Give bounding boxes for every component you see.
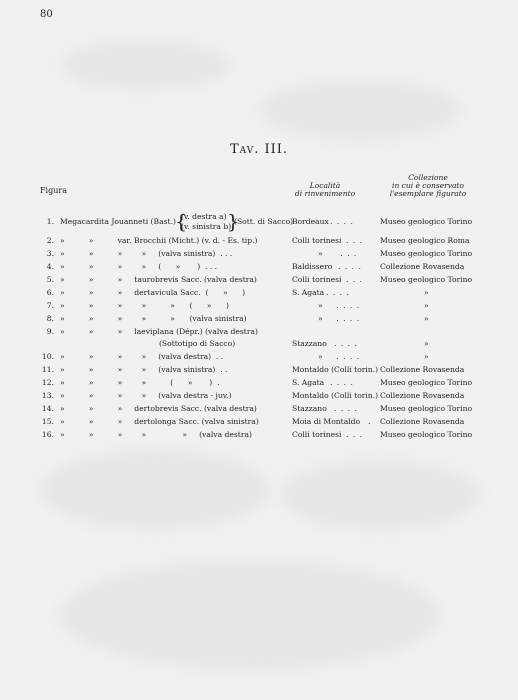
valve-b: (v. sinistra b) — [181, 222, 232, 231]
table-row — [0, 288, 518, 300]
header-collezione — [372, 174, 484, 198]
figure-number: 15. — [41, 417, 54, 426]
locality-dots: . . . . — [326, 301, 361, 310]
locality-dots: . . . . — [326, 314, 361, 323]
locality: Montaldo (Colli torin.) — [292, 365, 379, 374]
species-name: » » » » ( » ) . — [60, 378, 220, 387]
species-name: » » » » » (valva sinistra) — [60, 314, 247, 323]
plate-title: Tav. III. — [229, 142, 289, 157]
valve-a: (v. destra a) — [181, 212, 227, 221]
header-localita-line2: di rinvenimento — [294, 189, 356, 198]
figure-number: 13. — [41, 391, 54, 400]
locality: » — [318, 249, 323, 258]
species-name: » » » dertavicula Sacc. ( » ) — [60, 288, 246, 297]
locality-dots: . . . — [346, 275, 364, 284]
locality: » — [318, 352, 323, 361]
collection: Museo geologico Roma — [380, 236, 470, 245]
collection: Collezione Rovasenda — [380, 365, 465, 374]
locality: Colli torinesi — [292, 430, 342, 439]
species-name: » » » » » ( » ) — [60, 301, 229, 310]
collection: » — [424, 288, 429, 297]
collection: Museo geologico Torino — [380, 249, 473, 258]
table-row — [0, 327, 518, 339]
collection: Museo geologico Torino — [380, 217, 473, 226]
locality: Baldissero — [292, 262, 333, 271]
locality: » — [318, 314, 323, 323]
locality-dots: . . . . — [334, 339, 358, 348]
paper-stain — [60, 560, 440, 670]
figure-number: 9. — [46, 327, 54, 336]
header-localita-line1: Località — [309, 181, 341, 190]
paper-stain — [40, 450, 270, 530]
locality: Stazzano — [292, 404, 327, 413]
right-brace: } — [227, 211, 240, 233]
species-name: (Sottotipo di Sacco) — [60, 339, 236, 348]
figure-number: 6. — [46, 288, 54, 297]
header-collezione-line3: l'esemplare figurato — [389, 189, 467, 198]
table-row — [0, 378, 518, 390]
figure-number: 5. — [46, 275, 54, 284]
table-row — [0, 236, 518, 248]
paper-stain — [280, 460, 480, 530]
locality: S. Agata — [292, 288, 325, 297]
table-row — [0, 262, 518, 274]
collection: » — [424, 301, 429, 310]
paper-stain — [60, 40, 230, 90]
page-number: 80 — [40, 9, 53, 20]
table-row — [0, 314, 518, 326]
table-row — [0, 391, 518, 403]
locality: S. Agata — [292, 378, 325, 387]
author-note: (Sott. di Sacco) — [234, 217, 294, 226]
species-name: » » » laeviplana (Dépr.) (valva destra) — [60, 327, 258, 336]
table-row — [0, 213, 518, 235]
species-name: » » » » (valva sinistra) . . . — [60, 249, 233, 258]
locality-dots: . . . — [346, 236, 364, 245]
figure-number: 4. — [46, 262, 54, 271]
header-collezione-line1: Collezione — [408, 173, 448, 182]
table-row — [0, 404, 518, 416]
header-figura: Figura — [40, 186, 67, 195]
collection: » — [424, 314, 429, 323]
header-localita — [280, 182, 370, 198]
locality-dots: . . . — [346, 430, 364, 439]
collection: Collezione Rovasenda — [380, 262, 465, 271]
species-name: » » var. Brocchii (Micht.) (v. d. - Es. tip.) — [60, 236, 258, 245]
locality-dots: . . . . — [330, 217, 354, 226]
table-row — [0, 275, 518, 287]
locality: Montaldo (Colli torin.) — [292, 391, 379, 400]
collection: » — [424, 339, 429, 348]
locality-dots: . . . . — [338, 262, 362, 271]
figure-number: 2. — [46, 236, 54, 245]
figure-number: 7. — [46, 301, 54, 310]
figure-number: 10. — [41, 352, 54, 361]
species-name: » » » » ( » ) . . . — [60, 262, 218, 271]
locality-dots: . . . . — [334, 404, 358, 413]
species-name: » » » dertobrevis Sacc. (valva destra) — [60, 404, 257, 413]
locality-dots: . . . . — [326, 352, 361, 361]
paper-stain — [260, 80, 460, 140]
locality-dots: . . . . — [326, 288, 350, 297]
locality: Colli torinesi — [292, 236, 342, 245]
table-row — [0, 352, 518, 364]
collection: Museo geologico Torino — [380, 378, 473, 387]
table-row — [0, 417, 518, 429]
locality: Bordeaux — [292, 217, 329, 226]
figure-number: 3. — [46, 249, 54, 258]
species-name: » » » » (valva destra) . . — [60, 352, 224, 361]
figure-number: 16. — [41, 430, 54, 439]
species-name: » » » » » (valva destra) — [60, 430, 252, 439]
figure-number: 14. — [41, 404, 54, 413]
species-name: Megacardita Jouanneti (Bast.) — [60, 217, 176, 226]
figure-number: 12. — [41, 378, 54, 387]
collection: Museo geologico Torino — [380, 404, 473, 413]
collection: Collezione Rovasenda — [380, 417, 465, 426]
species-name: » » » » (valva sinistra) . . — [60, 365, 228, 374]
table-row — [0, 430, 518, 442]
table-row — [0, 339, 518, 351]
locality: Moia di Montaldo — [292, 417, 361, 426]
collection: » — [424, 352, 429, 361]
locality-dots: . . . — [330, 249, 358, 258]
locality: Colli torinesi — [292, 275, 342, 284]
species-name: » » » » (valva destra - juv.) — [60, 391, 232, 400]
table-row — [0, 365, 518, 377]
collection: Museo geologico Torino — [380, 430, 473, 439]
species-name: » » » dertolonga Sacc. (valva sinistra) — [60, 417, 259, 426]
locality: Stazzano — [292, 339, 327, 348]
locality-dots: . . . . — [330, 378, 354, 387]
figure-number: 1. — [46, 217, 54, 226]
table-row — [0, 249, 518, 261]
collection: Museo geologico Torino — [380, 275, 473, 284]
figure-number: 8. — [46, 314, 54, 323]
collection: Collezione Rovasenda — [380, 391, 465, 400]
table-row — [0, 301, 518, 313]
header-collezione-line2: in cui è conservato — [392, 181, 464, 190]
locality: » — [318, 301, 323, 310]
left-brace: { — [175, 211, 188, 233]
species-name: » » » taurobrevis Sacc. (valva destra) — [60, 275, 257, 284]
figure-number: 11. — [41, 365, 54, 374]
locality-dots: . — [368, 417, 372, 426]
